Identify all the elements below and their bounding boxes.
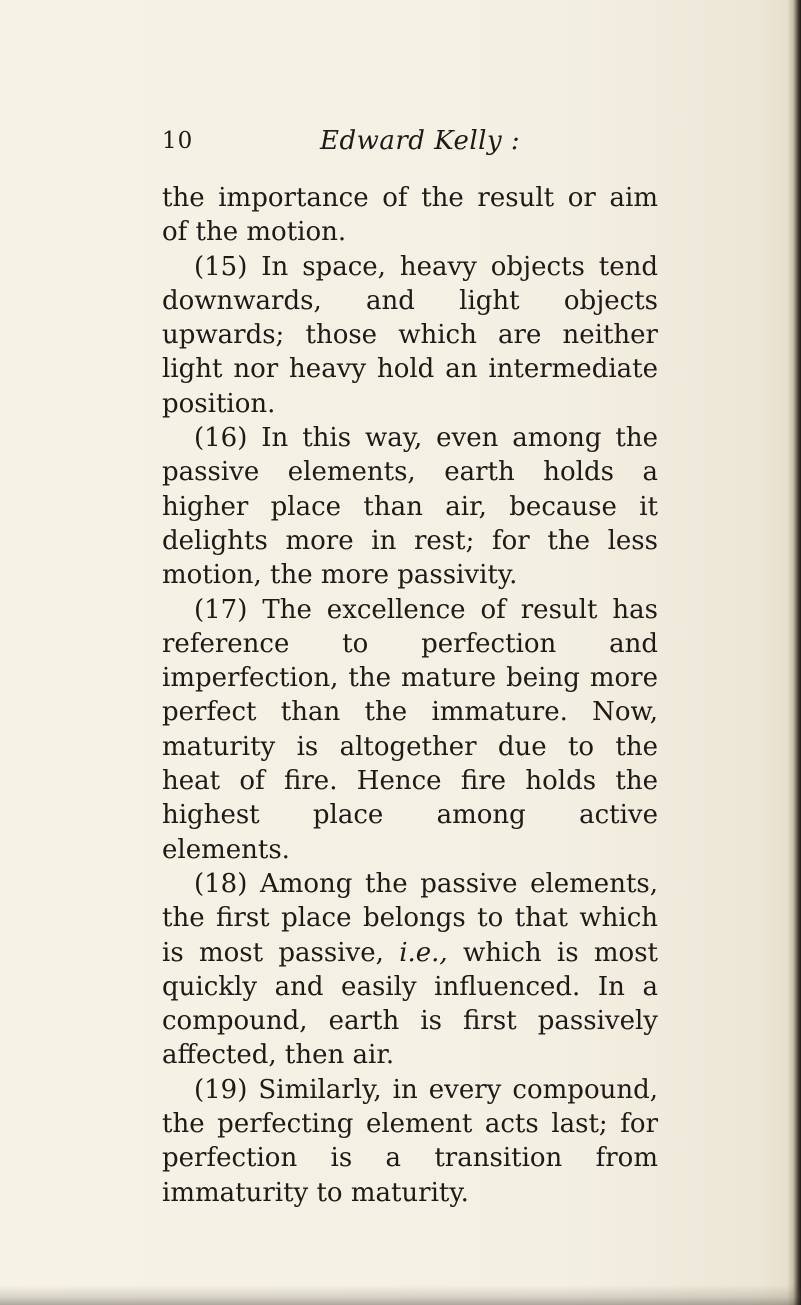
paragraph-17: (17) The excellence of result has reference to perfection and imperfection, the mature being more perfect than the immature. Now, maturity is altogether due to the heat of fire. Hence fire holds the highest place among active elements. bbox=[162, 594, 658, 865]
page-header bbox=[162, 128, 682, 168]
page-binding-edge bbox=[787, 0, 801, 1305]
page-bottom-shadow bbox=[0, 1285, 801, 1305]
body-text bbox=[162, 181, 658, 1210]
paragraph-15: (15) In space, heavy objects tend downwards, and light objects upwards; those which are neither light nor heavy hold an intermediate position. bbox=[162, 251, 658, 419]
paragraph-19: (19) Similarly, in every compound, the perfecting element acts last; for perfection is a transition from immaturity to maturity. bbox=[162, 1074, 658, 1208]
running-head: Edward Kelly : bbox=[320, 126, 521, 156]
paragraph-18 bbox=[162, 867, 658, 1073]
paragraph-18-part-2: which is most quickly and easily influenced. In a compound, earth is first passively affected, then air. bbox=[162, 937, 658, 1071]
paragraph-18-part-1: (18) Among the passive elements, the first place belongs to that which is most passive, bbox=[162, 868, 658, 968]
page-number: 10 bbox=[162, 128, 194, 154]
paragraph-continuation: the importance of the result or aim of the motion. bbox=[162, 183, 658, 248]
paragraph-16: (16) In this way, even among the passive elements, earth holds a higher place than air, because it delights more in rest; for the less motion, the more passivity. bbox=[162, 423, 658, 591]
paragraph-18-italic: i.e., bbox=[399, 937, 448, 968]
